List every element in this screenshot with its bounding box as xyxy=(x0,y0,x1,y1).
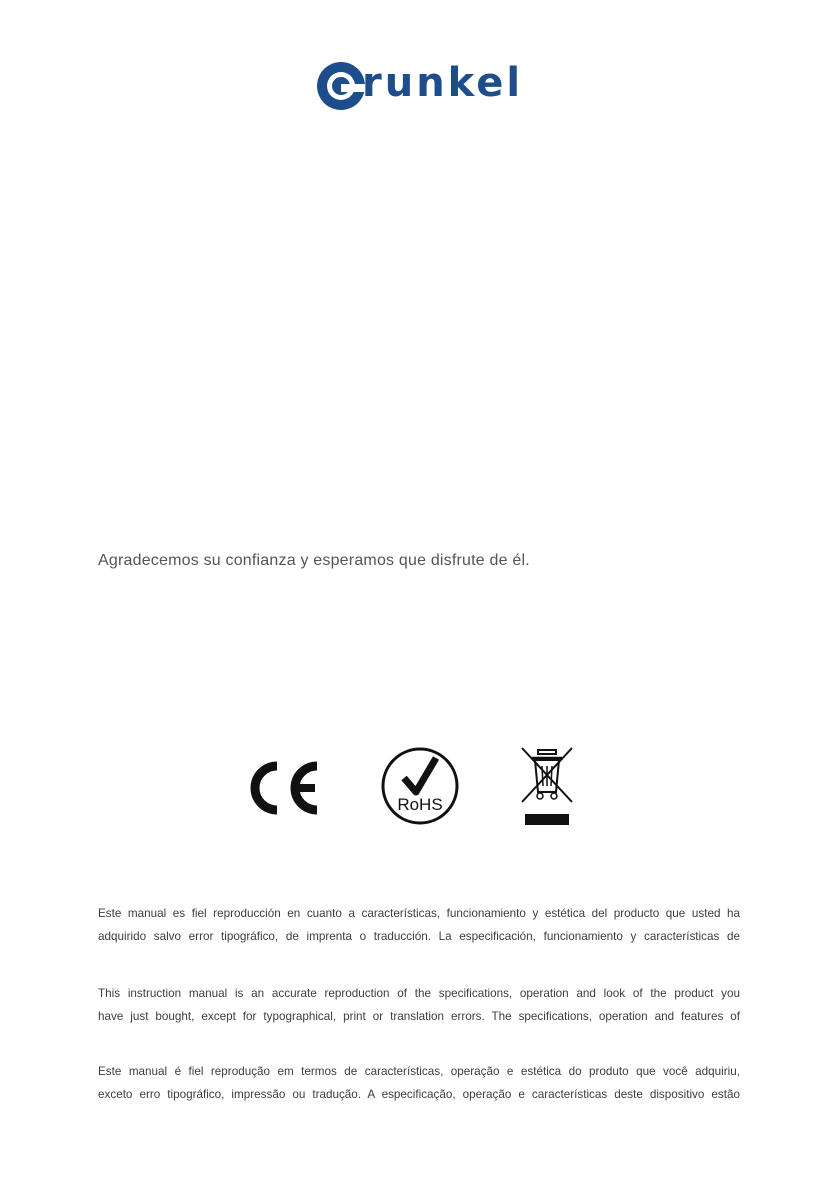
crossed-bin-icon xyxy=(518,746,576,828)
disclaimer-line: exceto erro tipográfico, impressão ou tradução. A especificação, operação e características deste dispositivo estão xyxy=(98,1088,740,1101)
disclaimer-line: adquirido salvo error tipográfico, de imprenta o traducción. La especificación, funcionamiento y características de xyxy=(98,930,740,943)
grunkel-g-icon xyxy=(316,58,368,114)
disclaimer-line: Este manual es fiel reproducción en cuanto a características, funcionamiento y estética del producto que usted ha xyxy=(98,907,740,920)
disclaimer-line: This instruction manual is an accurate reproduction of the specifications, operation and look of the product you xyxy=(98,987,740,1000)
rohs-check-icon xyxy=(380,746,460,826)
disclaimer-spanish xyxy=(98,902,740,948)
brand-wordmark: runkel xyxy=(362,60,524,106)
disclaimer-line: have just bought, except for typographical, print or translation errors. The specifications, operation and features of xyxy=(98,1010,740,1023)
brand-logo xyxy=(316,58,544,114)
rohs-label: RoHS xyxy=(397,795,443,814)
ce-mark-icon xyxy=(243,760,321,816)
disclaimer-english xyxy=(98,982,740,1028)
disclaimer-portuguese xyxy=(98,1060,740,1106)
disclaimer-line: Este manual é fiel reprodução em termos de características, operação e estética do produto que você adquiriu, xyxy=(98,1065,740,1078)
thank-you-message: Agradecemos su confianza y esperamos que disfrute de él. xyxy=(98,552,530,569)
